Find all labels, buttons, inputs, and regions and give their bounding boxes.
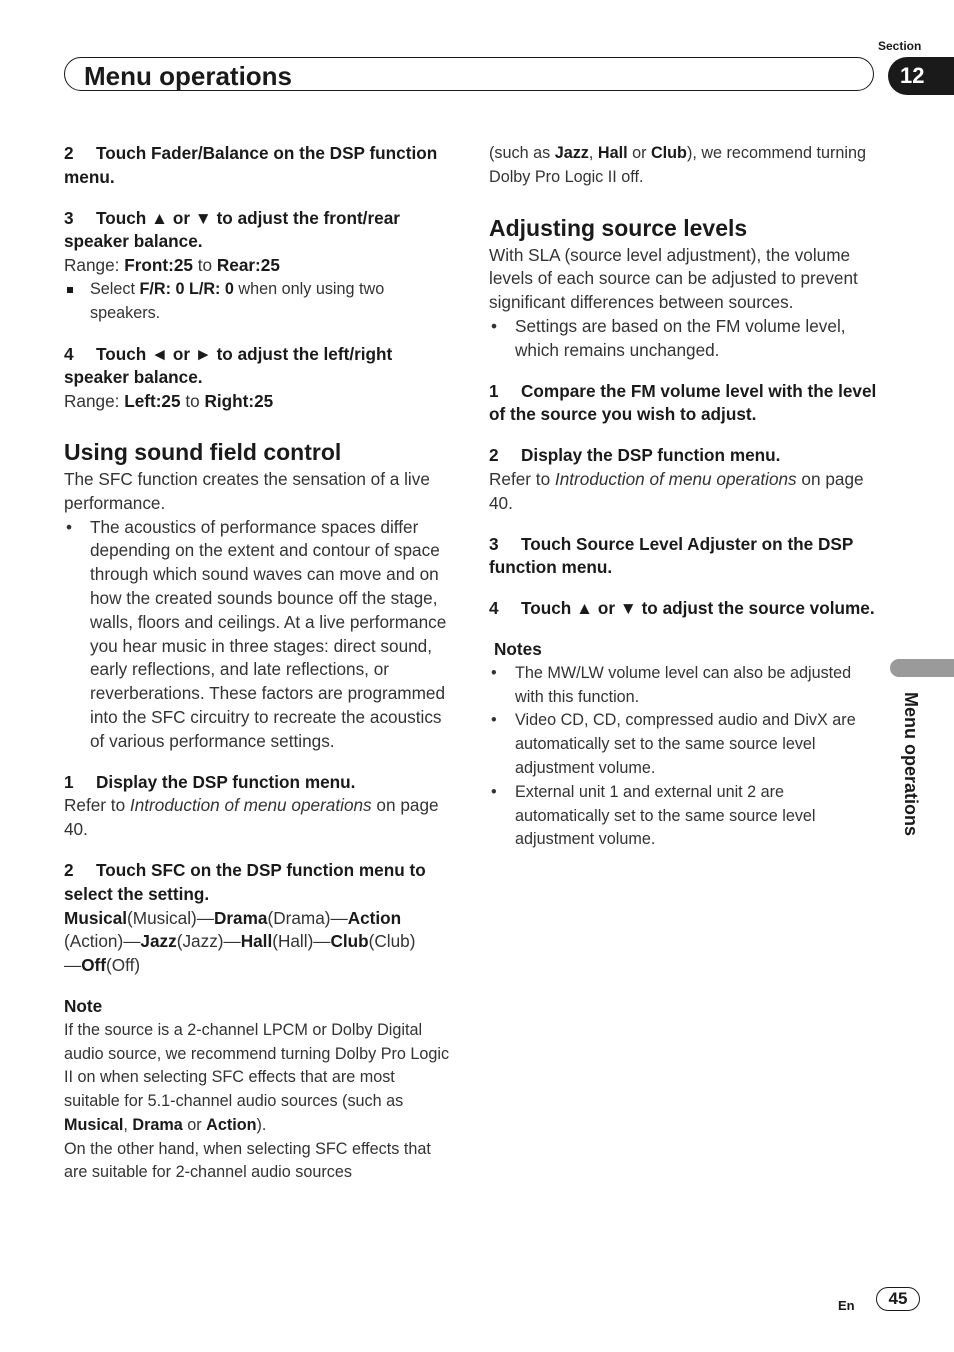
sla-reference: Refer to Introduction of menu operations on page 40. [489, 468, 864, 513]
language-label: En [838, 1298, 855, 1313]
sfc-bullet: • The acoustics of performance spaces differ depending on the extent and contour of space through which sound waves can move and on how the created sounds bounce off the stage, walls, floors and ceilings. At a live performance you hear music in three stages: direct sound, early reflections, and late reflections, or reverberations. These factors are programmed into the SFC circuitry to recreate the acoustics of various performance settings. [64, 516, 452, 754]
sfc-reference: Refer to Introduction of menu operations on page 40. [64, 795, 439, 840]
sfc-note-text: If the source is a 2-channel LPCM or Dolby Digital audio source, we recommend turning Dolby Pro Logic II on when selecting SFC effects that are most suitable for 5.1-channel audio sources (such as Musical, Drama or Action). [64, 1020, 450, 1134]
section-number-tab: 12 [888, 57, 954, 95]
sfc-step-select-setting: 2 Touch SFC on the DSP function menu to select the setting. [64, 859, 426, 904]
sfc-bullets [64, 516, 452, 754]
side-tab-label: Menu operations [901, 692, 921, 837]
sla-note-item: • Video CD, CD, compressed audio and DivX are automatically set to the same source level adjustment volume. [489, 709, 877, 780]
right-column [489, 142, 877, 852]
sfc-mode-list: Musical(Musical)—Drama(Drama)—Action (Action)—Jazz(Jazz)—Hall(Hall)—Club(Club) —Off(Off) [64, 907, 416, 976]
side-tab-marker [890, 659, 954, 677]
step-fader-balance: 2 Touch Fader/Balance on the DSP function menu. [64, 143, 438, 187]
sla-note-item: • External unit 1 and external unit 2 are automatically set to the same source level adjustment volume. [489, 781, 877, 852]
page-title: Menu operations [84, 61, 293, 91]
sla-note-item: • The MW/LW volume level can also be adjusted with this function. [489, 662, 877, 710]
sla-bullet: • Settings are based on the FM volume level, which remains unchanged. [489, 315, 877, 363]
section-label: Section [878, 39, 922, 53]
range-front-rear: Range: Front:25 to Rear:25 [64, 255, 280, 276]
step-front-rear: 3 Touch ▲ or ▼ to adjust the front/rear speaker balance. [64, 207, 400, 252]
sla-notes-heading: Notes [494, 638, 542, 659]
note-continuation: (such as Jazz, Hall or Club), we recommend turning Dolby Pro Logic II off. [489, 144, 866, 186]
sla-bullets [489, 315, 877, 363]
sla-step-adjust-volume: 4 Touch ▲ or ▼ to adjust the source volume. [489, 598, 875, 619]
sla-step-touch-adjuster: 3 Touch Source Level Adjuster on the DSP function menu. [489, 533, 854, 578]
heading-sound-field-control: Using sound field control [64, 438, 342, 465]
sfc-note-text-2: On the other hand, when selecting SFC effects that are suitable for 2-channel audio sources [64, 1139, 431, 1182]
sla-step-compare: 1 Compare the FM volume level with the level of the source you wish to adjust. [489, 380, 877, 425]
sla-notes-list [489, 662, 877, 852]
sfc-step-display-menu: 1 Display the DSP function menu. [64, 771, 356, 792]
page-number: 45 [876, 1287, 920, 1311]
sfc-note-heading: Note [64, 995, 103, 1016]
tip-two-speakers: Select F/R: 0 L/R: 0 when only using two speakers. [64, 278, 452, 326]
sfc-intro: The SFC function creates the sensation of a live performance. [64, 468, 430, 513]
heading-source-levels: Adjusting source levels [489, 214, 748, 241]
left-column [64, 142, 452, 1185]
step-left-right: 4 Touch ◄ or ► to adjust the left/right speaker balance. [64, 343, 393, 388]
sla-step-display-menu: 2 Display the DSP function menu. [489, 445, 781, 466]
range-left-right: Range: Left:25 to Right:25 [64, 391, 274, 412]
sla-intro: With SLA (source level adjustment), the volume levels of each source can be adjusted to prevent significant differences between sources. [489, 244, 858, 313]
